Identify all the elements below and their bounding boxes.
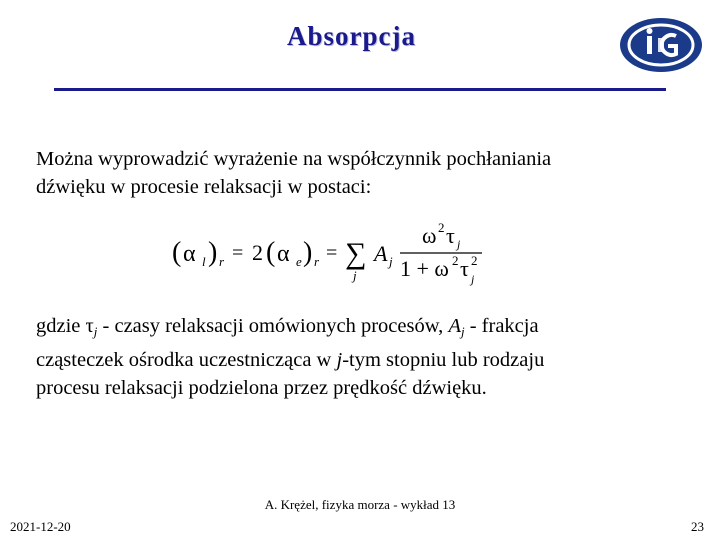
formula-sub-r-2: r <box>314 254 320 269</box>
intro-line-1: Można wyprowadzić wyrażenie na współczynnik pochłaniania <box>36 148 552 170</box>
formula-A-sub-j: j <box>389 254 393 269</box>
explanation-line-1: gdzie $\tau_j$ - czasy relaksacji omówionych procesów, $A_j$ - frakcja <box>36 315 539 339</box>
formula-paren-open-1: ( <box>172 237 182 268</box>
slide-title: Absorpcja <box>287 21 416 51</box>
university-logo-icon <box>618 16 704 74</box>
formula-equals-2: = <box>326 242 338 264</box>
footer-page-number: 23 <box>691 519 704 534</box>
formula-den-sup2-b: 2 <box>471 253 478 268</box>
explanation-line-3: procesu relaksacji podzielona przez prędkość dźwięku. <box>36 377 487 399</box>
formula-sub-e: e <box>296 254 302 269</box>
explanation-line-2: cząsteczek ośrodka uczestnicząca w j-tym stopniu lub rodzaju <box>36 349 545 371</box>
formula-den-tau: τ <box>460 256 469 281</box>
formula-paren-close-2: ) <box>303 237 313 268</box>
intro-paragraph <box>36 145 676 201</box>
formula-sum-sub-j: j <box>353 268 357 283</box>
title-divider <box>54 88 666 91</box>
formula-alpha-1: α <box>183 241 196 267</box>
formula-den-one-plus: 1 + ω <box>400 256 449 281</box>
absorption-formula <box>170 218 490 288</box>
formula-equals-1: = <box>232 242 244 264</box>
formula-paren-open-2: ( <box>266 237 276 268</box>
formula-sub-l: l <box>202 254 206 269</box>
footer-author: A. Krężel, fizyka morza - wykład 13 <box>264 497 456 512</box>
explanation-paragraph <box>36 312 676 402</box>
formula-sum: ∑ <box>345 237 367 270</box>
formula-num-omega: ω <box>422 223 437 248</box>
formula-alpha-2: α <box>277 241 290 267</box>
formula-A: A <box>374 241 388 266</box>
formula-den-sub-j: j <box>471 272 475 286</box>
formula-two: 2 <box>252 240 263 265</box>
formula-sub-r-1: r <box>219 254 225 269</box>
formula-den-sup2-a: 2 <box>452 253 459 268</box>
formula-paren-close-1: ) <box>208 237 218 268</box>
formula-num-sub-j: j <box>457 237 461 251</box>
formula-num-tau: τ <box>446 223 455 248</box>
intro-line-2: dźwięku w procesie relaksacji w postaci: <box>36 176 372 198</box>
formula-num-sup2: 2 <box>438 220 445 235</box>
footer-date: 2021-12-20 <box>10 519 71 534</box>
